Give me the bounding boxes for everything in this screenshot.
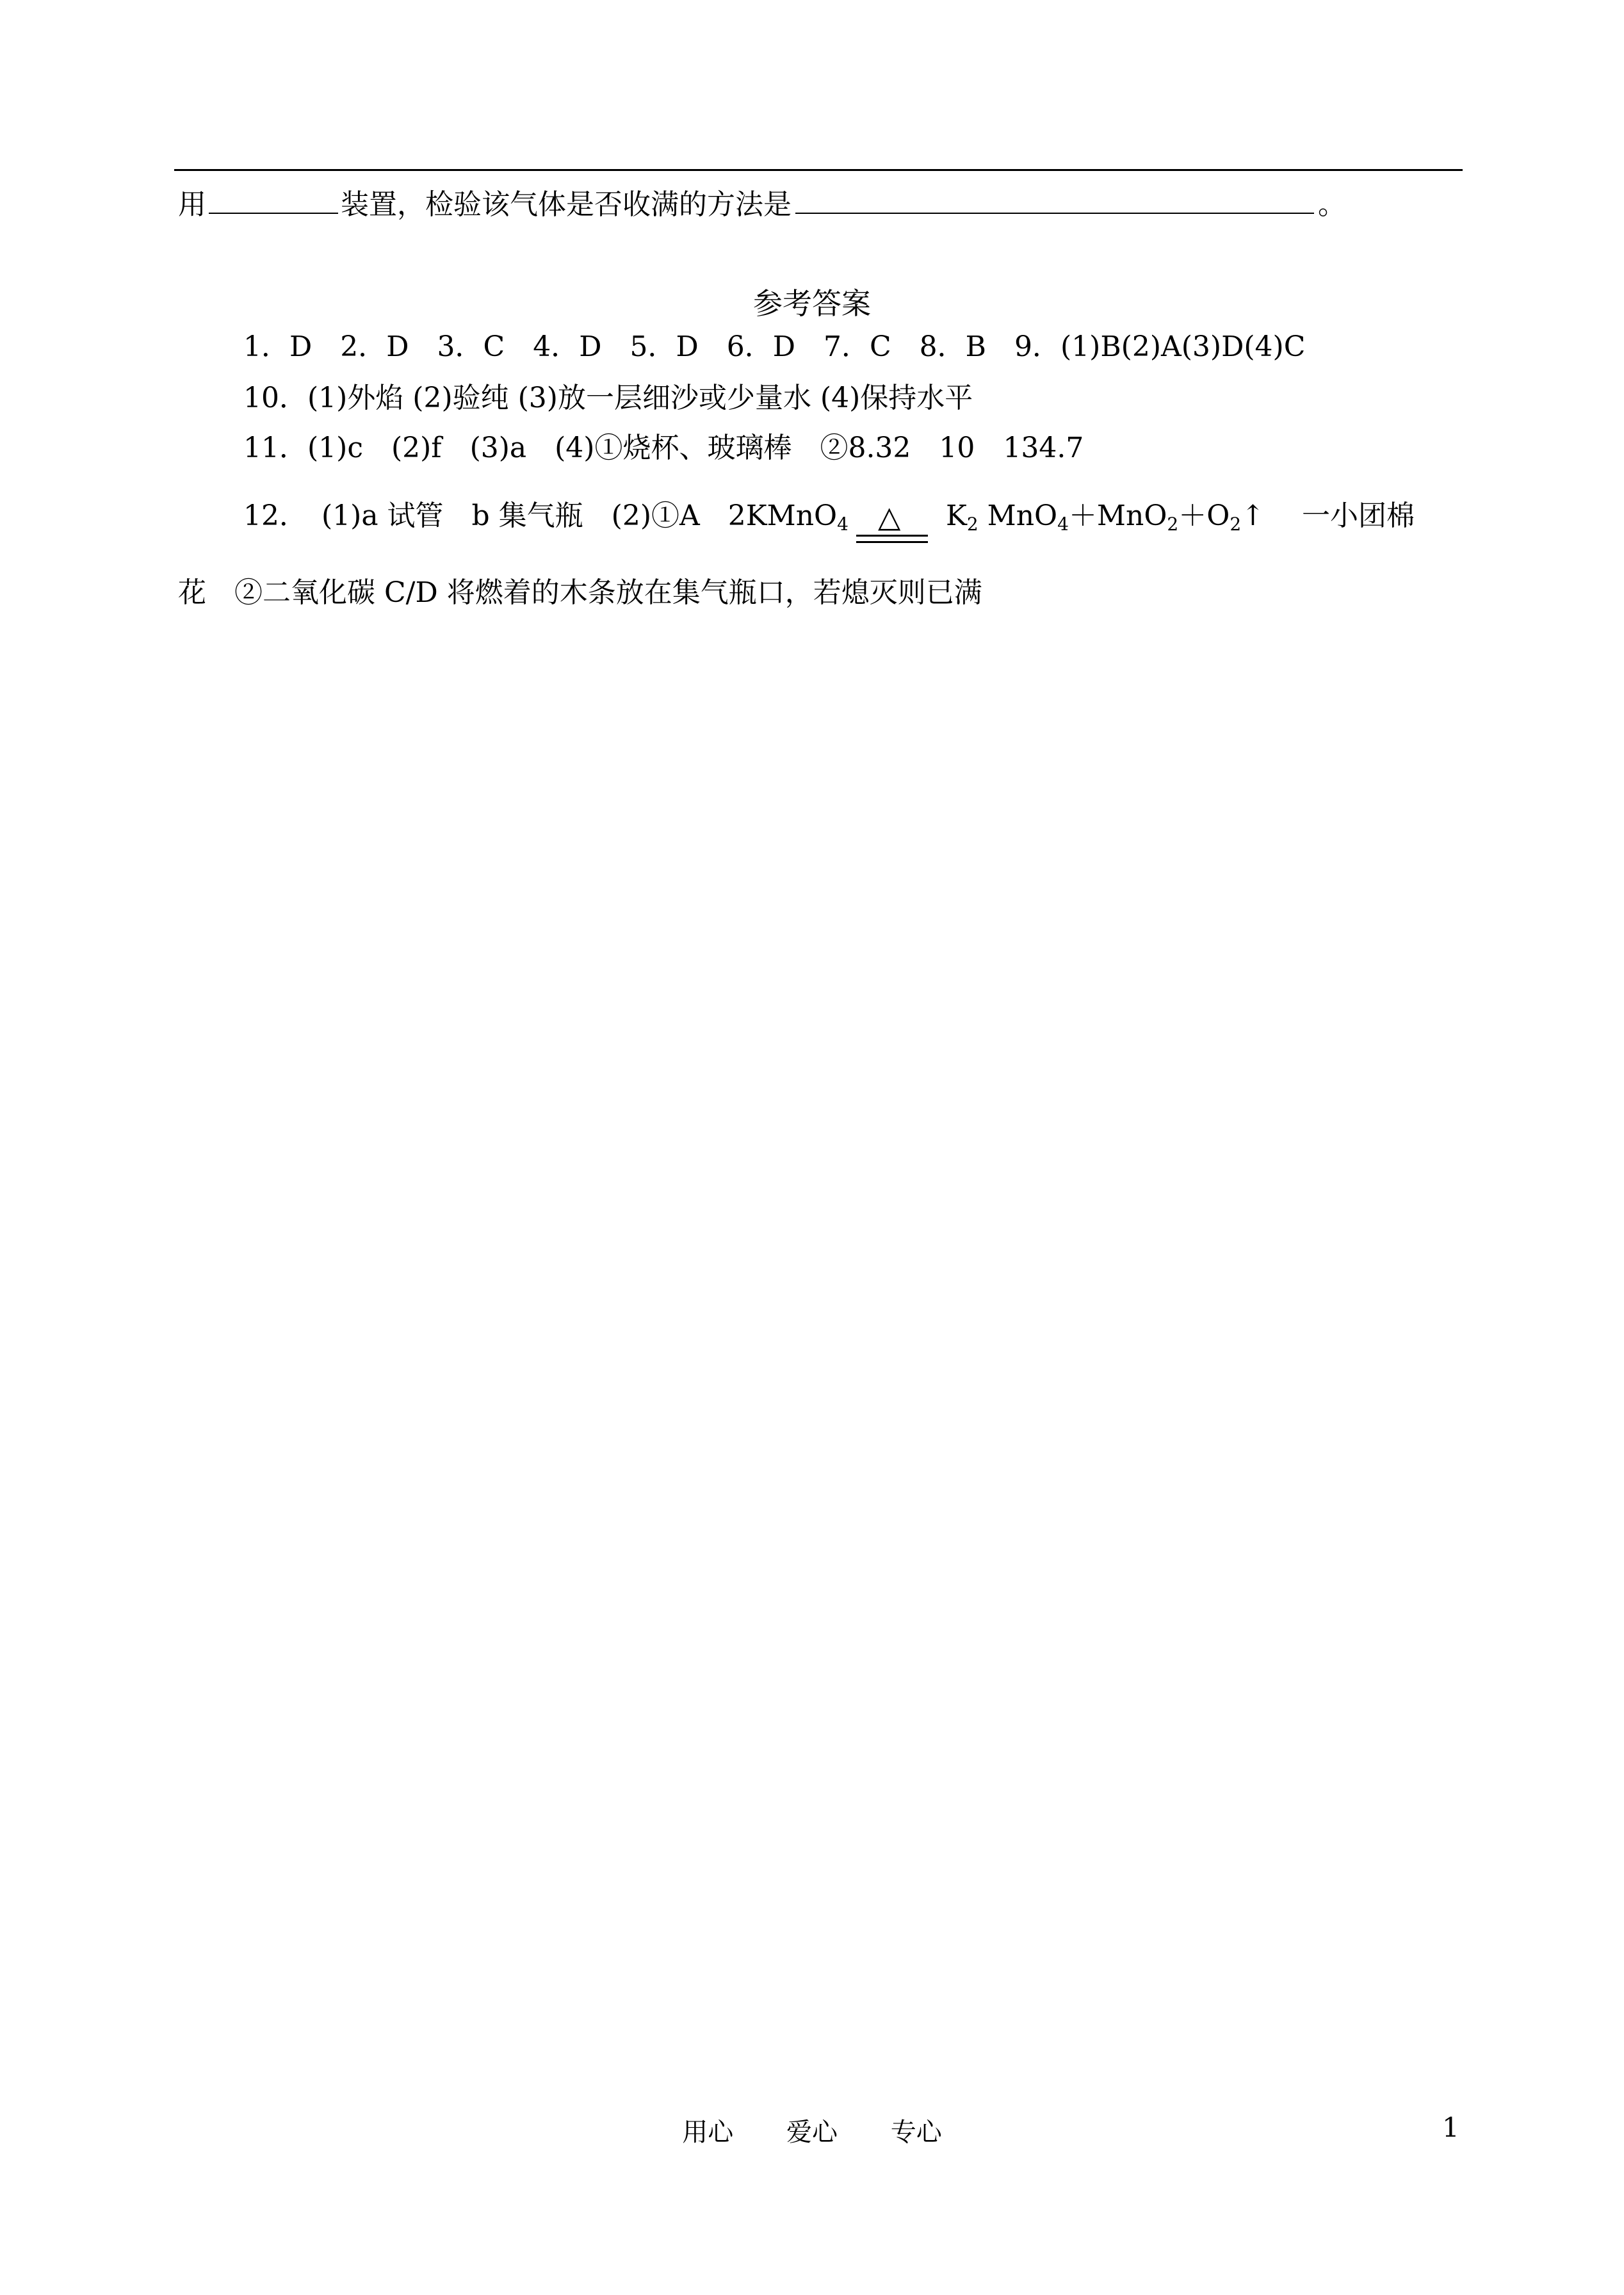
answer-line-5: 花 ②二氧化碳 C/D 将燃着的木条放在集气瓶口，若熄灭则已满 <box>178 576 982 609</box>
answer-line-1: 1．D 2．D 3．C 4．D 5．D 6．D 7．C 8．B 9．(1)B(2)A(3)D(4)C <box>243 330 1306 363</box>
question-middle: 装置，检验该气体是否收满的方法是 <box>341 188 792 221</box>
product-mno2: ＋MnO <box>1068 499 1167 532</box>
answers-title: 参考答案 <box>753 286 871 321</box>
product-mno4: MnO <box>978 499 1058 532</box>
question-tail-line <box>178 184 1346 224</box>
product-k: K <box>945 499 967 532</box>
subscript: 4 <box>837 514 849 535</box>
equals-bar-bottom <box>856 541 928 543</box>
equals-bar-top <box>856 535 928 537</box>
answer-line-2: 10．(1)外焰 (2)验纯 (3)放一层细沙或少量水 (4)保持水平 <box>243 382 973 414</box>
subscript: 2 <box>1167 514 1179 535</box>
answer-line-4-start: 12． (1)a 试管 b 集气瓶 (2)①A 2KMnO <box>243 499 838 532</box>
subscript: 4 <box>1057 514 1069 535</box>
footer-motto: 用心 爱心 专心 <box>682 2118 942 2147</box>
heating-triangle-icon: △ <box>877 499 901 534</box>
page-number: 1 <box>1442 2112 1459 2143</box>
reaction-condition <box>856 499 928 537</box>
subscript: 2 <box>966 514 978 535</box>
header-rule <box>174 169 1463 171</box>
question-suffix: 。 <box>1318 188 1346 221</box>
answer-line-3: 11．(1)c (2)f (3)a (4)①烧杯、玻璃棒 ②8.32 10 134.7 <box>243 432 1084 464</box>
answer-line-4-end: ↑ 一小团棉 <box>1241 499 1415 532</box>
answer-blank-method <box>795 184 1314 214</box>
answer-line-4 <box>243 497 1415 544</box>
question-prefix: 用 <box>178 188 206 221</box>
subscript: 2 <box>1230 514 1242 535</box>
answer-blank-apparatus <box>209 184 338 214</box>
product-o2: ＋O <box>1178 499 1230 532</box>
